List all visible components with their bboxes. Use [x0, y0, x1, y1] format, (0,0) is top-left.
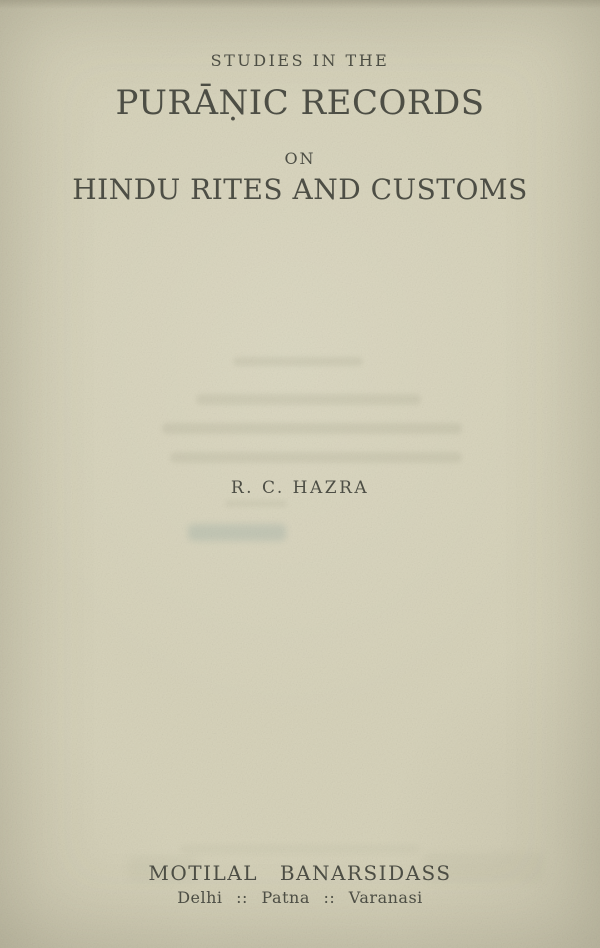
- ghost-showthrough-line: [233, 357, 363, 366]
- ghost-showthrough-line: [196, 394, 421, 405]
- ghost-showthrough-line: [225, 500, 287, 507]
- book-title: PURĀṆIC RECORDS: [115, 83, 485, 123]
- ghost-showthrough-line: [162, 423, 462, 434]
- title-connector: ON: [284, 149, 316, 168]
- book-subtitle: HINDU RITES AND CUSTOMS: [72, 173, 528, 206]
- series-title: STUDIES IN THE: [210, 51, 390, 70]
- ghost-showthrough-line: [180, 845, 420, 853]
- author-name: R. C. HAZRA: [230, 478, 370, 498]
- publisher-cities: Delhi :: Patna :: Varanasi: [177, 888, 423, 907]
- ghost-showthrough-blob: [188, 524, 286, 541]
- ghost-showthrough-line: [170, 452, 462, 463]
- publisher-name: MOTILAL BANARSIDASS: [148, 861, 452, 885]
